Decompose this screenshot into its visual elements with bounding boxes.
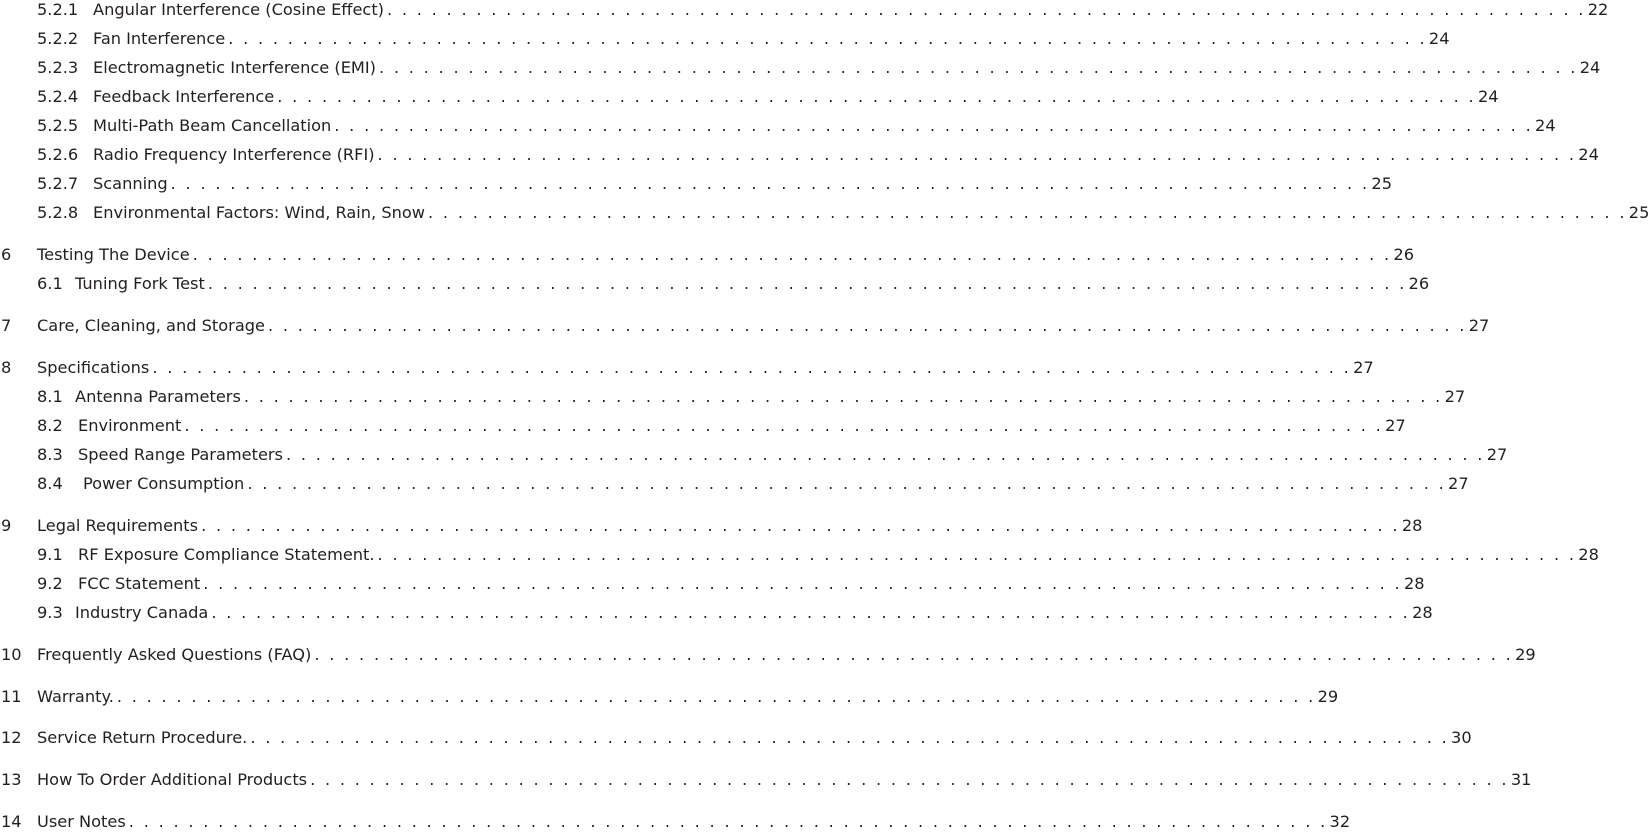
- toc-leader-dots: . . . . . . . . . . . . . . . . . . . . . . . . . . . . . . . . . . . . . . . . . . . . . . . . . . . . . . . . . . . . . . . . . . . . . . . . . . . . . . . . .: [250, 728, 1450, 747]
- toc-entry-title: Power Consumption: [83, 474, 245, 493]
- toc-entry[interactable]: [0, 243, 1415, 267]
- toc-entry-number: 5.2.1: [37, 0, 79, 19]
- toc-entry-page: 28: [1412, 603, 1433, 622]
- toc-entry-number: 5.2.2: [37, 29, 79, 48]
- toc-entry-page: 27: [1486, 445, 1508, 464]
- toc-leader-dots: . . . . . . . . . . . . . . . . . . . . . . . . . . . . . . . . . . . . . . . . . . . . . . . . . . . . . . . . . . . . . . . . . . . . . . . . . . . . . . . . .: [128, 812, 1328, 831]
- toc-entry-page: 29: [1317, 687, 1339, 706]
- toc-entry-page: 28: [1403, 574, 1425, 593]
- toc-leader-dots: . . . . . . . . . . . . . . . . . . . . . . . . . . . . . . . . . . . . . . . . . . . . . . . . . . . . . . . . . . . . . . . . . . . . . . . . . . . . . . . . .: [207, 274, 1407, 293]
- toc-entry-title: Antenna Parameters: [75, 387, 241, 406]
- toc-entry-title: Feedback Interference: [93, 87, 275, 106]
- toc-leader-dots: . . . . . . . . . . . . . . . . . . . . . . . . . . . . . . . . . . . . . . . . . . . . . . . . . . . . . . . . . . . . . . . . . . . . . . . . . . . . . . . . .: [203, 574, 1402, 593]
- toc-entry-page: 29: [1515, 645, 1536, 664]
- toc-entry-page: 28: [1578, 545, 1599, 564]
- toc-leader-dots: . . . . . . . . . . . . . . . . . . . . . . . . . . . . . . . . . . . . . . . . . . . . . . . . . . . . . . . . . . . . . . . . . . . . . . . . . . . . . . . . .: [334, 116, 1534, 135]
- toc-entry-title: Service Return Procedure.: [37, 728, 248, 747]
- toc-entry[interactable]: [0, 27, 1450, 51]
- toc-entry-page: 24: [1535, 116, 1556, 135]
- toc-entry-page: 27: [1468, 316, 1490, 335]
- toc-entry-page: 31: [1510, 770, 1532, 789]
- toc-entry-title: How To Order Additional Products: [37, 770, 308, 789]
- toc-entry-title: Specifications: [37, 358, 150, 377]
- toc-entry-number: 8.1: [37, 387, 63, 406]
- toc-entry[interactable]: [0, 514, 1423, 538]
- toc-entry-number: 7: [1, 316, 12, 335]
- toc-entry-title: Fan Interference: [93, 29, 226, 48]
- toc-entry-number: 8.2: [37, 416, 63, 435]
- toc-entry[interactable]: [0, 443, 1508, 467]
- toc-entry-page: 26: [1408, 274, 1430, 293]
- toc-entry-page: 25: [1628, 203, 1649, 222]
- toc-entry[interactable]: [0, 314, 1490, 338]
- toc-leader-dots: . . . . . . . . . . . . . . . . . . . . . . . . . . . . . . . . . . . . . . . . . . . . . . . . . . . . . . . . . . . . . . . . . . . . . . . . . . . . . . . . .: [378, 58, 1578, 77]
- toc-entry-page: 30: [1451, 728, 1472, 747]
- toc-leader-dots: . . . . . . . . . . . . . . . . . . . . . . . . . . . . . . . . . . . . . . . . . . . . . . . . . . . . . . . . . . . . . . . . . . . . . . . . . . . . . . . . .: [428, 203, 1627, 222]
- toc-entry-number: 5.2.7: [37, 174, 79, 193]
- toc-entry[interactable]: [0, 143, 1599, 167]
- toc-entry[interactable]: [0, 56, 1601, 80]
- toc-leader-dots: . . . . . . . . . . . . . . . . . . . . . . . . . . . . . . . . . . . . . . . . . . . . . . . . . . . . . . . . . . . . . . . . . . . . . . . . . . . . . . . . .: [314, 645, 1514, 664]
- toc-leader-dots: . . . . . . . . . . . . . . . . . . . . . . . . . . . . . . . . . . . . . . . . . . . . . . . . . . . . . . . . . . . . . . . . . . . . . . . . . . . . . . . . .: [377, 545, 1577, 564]
- toc-entry[interactable]: [0, 85, 1499, 109]
- toc-entry-title: FCC Statement: [78, 574, 201, 593]
- toc-entry[interactable]: [0, 356, 1374, 380]
- toc-entry-number: 10: [1, 645, 22, 664]
- toc-entry-title: Frequently Asked Questions (FAQ): [37, 645, 312, 664]
- toc-entry-title: Angular Interference (Cosine Effect): [93, 0, 384, 19]
- toc-entry-number: 9.1: [37, 545, 63, 564]
- toc-entry-page: 27: [1444, 387, 1466, 406]
- toc-entry[interactable]: [0, 685, 1339, 709]
- toc-leader-dots: . . . . . . . . . . . . . . . . . . . . . . . . . . . . . . . . . . . . . . . . . . . . . . . . . . . . . . . . . . . . . . . . . . . . . . . . . . . . . . . . .: [247, 474, 1447, 493]
- toc-entry-number: 14: [1, 812, 22, 831]
- toc-entry-page: 27: [1448, 474, 1469, 493]
- toc-entry-number: 6.1: [37, 274, 63, 293]
- toc-entry-number: 13: [1, 770, 22, 789]
- toc-entry[interactable]: [0, 0, 1609, 22]
- toc-entry[interactable]: [0, 726, 1472, 750]
- toc-entry-number: 9.3: [37, 603, 63, 622]
- toc-entry-number: 6: [1, 245, 12, 264]
- toc-entry[interactable]: [0, 201, 1649, 225]
- toc-entry-page: 26: [1393, 245, 1415, 264]
- toc-entry-title: Warranty.: [37, 687, 114, 706]
- toc-leader-dots: . . . . . . . . . . . . . . . . . . . . . . . . . . . . . . . . . . . . . . . . . . . . . . . . . . . . . . . . . . . . . . . . . . . . . . . . . . . . . . . . .: [228, 29, 1427, 48]
- toc-entry-title: Environmental Factors: Wind, Rain, Snow: [93, 203, 426, 222]
- toc-entry-title: Scanning: [93, 174, 168, 193]
- toc-entry-number: 9.2: [37, 574, 63, 593]
- toc-entry-title: Care, Cleaning, and Storage: [37, 316, 265, 335]
- toc-entry-title: Radio Frequency Interference (RFI): [93, 145, 375, 164]
- toc-entry-number: 5.2.8: [37, 203, 79, 222]
- toc-entry-title: Testing The Device: [37, 245, 190, 264]
- toc-entry-number: 8.3: [37, 445, 63, 464]
- toc-entry-number: 8: [1, 358, 12, 377]
- toc-leader-dots: . . . . . . . . . . . . . . . . . . . . . . . . . . . . . . . . . . . . . . . . . . . . . . . . . . . . . . . . . . . . . . . . . . . . . . . . . . . . . . . . .: [377, 145, 1577, 164]
- toc-entry[interactable]: [0, 114, 1556, 138]
- toc-entry-number: 9: [1, 516, 12, 535]
- toc-entry[interactable]: [0, 643, 1536, 667]
- toc-entry[interactable]: [0, 472, 1469, 496]
- toc-entry-number: 12: [1, 728, 22, 747]
- toc-entry[interactable]: [0, 768, 1532, 792]
- toc-entry-title: Industry Canada: [75, 603, 209, 622]
- toc-entry[interactable]: [0, 572, 1425, 596]
- toc-entry-page: 27: [1353, 358, 1374, 377]
- toc-entry-title: Electromagnetic Interference (EMI): [93, 58, 376, 77]
- toc-entry-title: Multi-Path Beam Cancellation: [93, 116, 332, 135]
- toc-leader-dots: . . . . . . . . . . . . . . . . . . . . . . . . . . . . . . . . . . . . . . . . . . . . . . . . . . . . . . . . . . . . . . . . . . . . . . . . . . . . . . . . .: [201, 516, 1400, 535]
- toc-entry-page: 24: [1579, 58, 1601, 77]
- toc-entry-title: User Notes: [37, 812, 126, 831]
- toc-entry[interactable]: [0, 172, 1392, 196]
- toc-entry-number: 8.4: [37, 474, 63, 493]
- toc-entry-number: 5.2.6: [37, 145, 79, 164]
- toc-entry-number: 5.2.3: [37, 58, 79, 77]
- toc-entry[interactable]: [0, 601, 1433, 625]
- toc-entry[interactable]: [0, 385, 1466, 409]
- toc-entry[interactable]: [0, 810, 1351, 834]
- toc-entry-page: 24: [1478, 87, 1499, 106]
- toc-entry-page: 22: [1587, 0, 1609, 19]
- toc-leader-dots: . . . . . . . . . . . . . . . . . . . . . . . . . . . . . . . . . . . . . . . . . . . . . . . . . . . . . . . . . . . . . . . . . . . . . . . . . . . . . . . . .: [310, 770, 1509, 789]
- toc-leader-dots: . . . . . . . . . . . . . . . . . . . . . . . . . . . . . . . . . . . . . . . . . . . . . . . . . . . . . . . . . . . . . . . . . . . . . . . . . . . . . . . . .: [277, 87, 1476, 106]
- toc-leader-dots: . . . . . . . . . . . . . . . . . . . . . . . . . . . . . . . . . . . . . . . . . . . . . . . . . . . . . . . . . . . . . . . . . . . . . . . . . . . . . . . . .: [386, 0, 1586, 19]
- toc-entry-title: Speed Range Parameters: [78, 445, 283, 464]
- toc-entry-page: 24: [1428, 29, 1450, 48]
- toc-leader-dots: . . . . . . . . . . . . . . . . . . . . . . . . . . . . . . . . . . . . . . . . . . . . . . . . . . . . . . . . . . . . . . . . . . . . . . . . . . . . . . . . .: [192, 245, 1392, 264]
- toc-entry-title: Legal Requirements: [37, 516, 199, 535]
- toc-entry[interactable]: [0, 414, 1406, 438]
- toc-entry-page: 25: [1371, 174, 1392, 193]
- toc-entry[interactable]: [0, 543, 1599, 567]
- toc-entry-title: RF Exposure Compliance Statement.: [78, 545, 375, 564]
- toc-leader-dots: . . . . . . . . . . . . . . . . . . . . . . . . . . . . . . . . . . . . . . . . . . . . . . . . . . . . . . . . . . . . . . . . . . . . . . . . . . . . . . . . .: [170, 174, 1370, 193]
- toc-entry-number: 5.2.4: [37, 87, 79, 106]
- toc-entry-number: 5.2.5: [37, 116, 79, 135]
- toc-leader-dots: . . . . . . . . . . . . . . . . . . . . . . . . . . . . . . . . . . . . . . . . . . . . . . . . . . . . . . . . . . . . . . . . . . . . . . . . . . . . . . . . .: [152, 358, 1352, 377]
- toc-entry-page: 24: [1578, 145, 1599, 164]
- toc-entry[interactable]: [0, 272, 1430, 296]
- toc-entry-page: 28: [1401, 516, 1423, 535]
- toc-entry-page: 27: [1385, 416, 1406, 435]
- toc-leader-dots: . . . . . . . . . . . . . . . . . . . . . . . . . . . . . . . . . . . . . . . . . . . . . . . . . . . . . . . . . . . . . . . . . . . . . . . . . . . . . . . . .: [184, 416, 1384, 435]
- toc-leader-dots: . . . . . . . . . . . . . . . . . . . . . . . . . . . . . . . . . . . . . . . . . . . . . . . . . . . . . . . . . . . . . . . . . . . . . . . . . . . . . . . . .: [267, 316, 1467, 335]
- toc-entry-page: 32: [1329, 812, 1351, 831]
- toc-leader-dots: . . . . . . . . . . . . . . . . . . . . . . . . . . . . . . . . . . . . . . . . . . . . . . . . . . . . . . . . . . . . . . . . . . . . . . . . . . . . . . . . .: [211, 603, 1411, 622]
- toc-leader-dots: . . . . . . . . . . . . . . . . . . . . . . . . . . . . . . . . . . . . . . . . . . . . . . . . . . . . . . . . . . . . . . . . . . . . . . . . . . . . . . . . .: [286, 445, 1485, 464]
- toc-entry-number: 11: [1, 687, 22, 706]
- toc-entry-title: Tuning Fork Test: [75, 274, 205, 293]
- toc-leader-dots: . . . . . . . . . . . . . . . . . . . . . . . . . . . . . . . . . . . . . . . . . . . . . . . . . . . . . . . . . . . . . . . . . . . . . . . . . . . . . . . . .: [116, 687, 1316, 706]
- toc-leader-dots: . . . . . . . . . . . . . . . . . . . . . . . . . . . . . . . . . . . . . . . . . . . . . . . . . . . . . . . . . . . . . . . . . . . . . . . . . . . . . . . . .: [243, 387, 1443, 406]
- toc-entry-title: Environment: [78, 416, 182, 435]
